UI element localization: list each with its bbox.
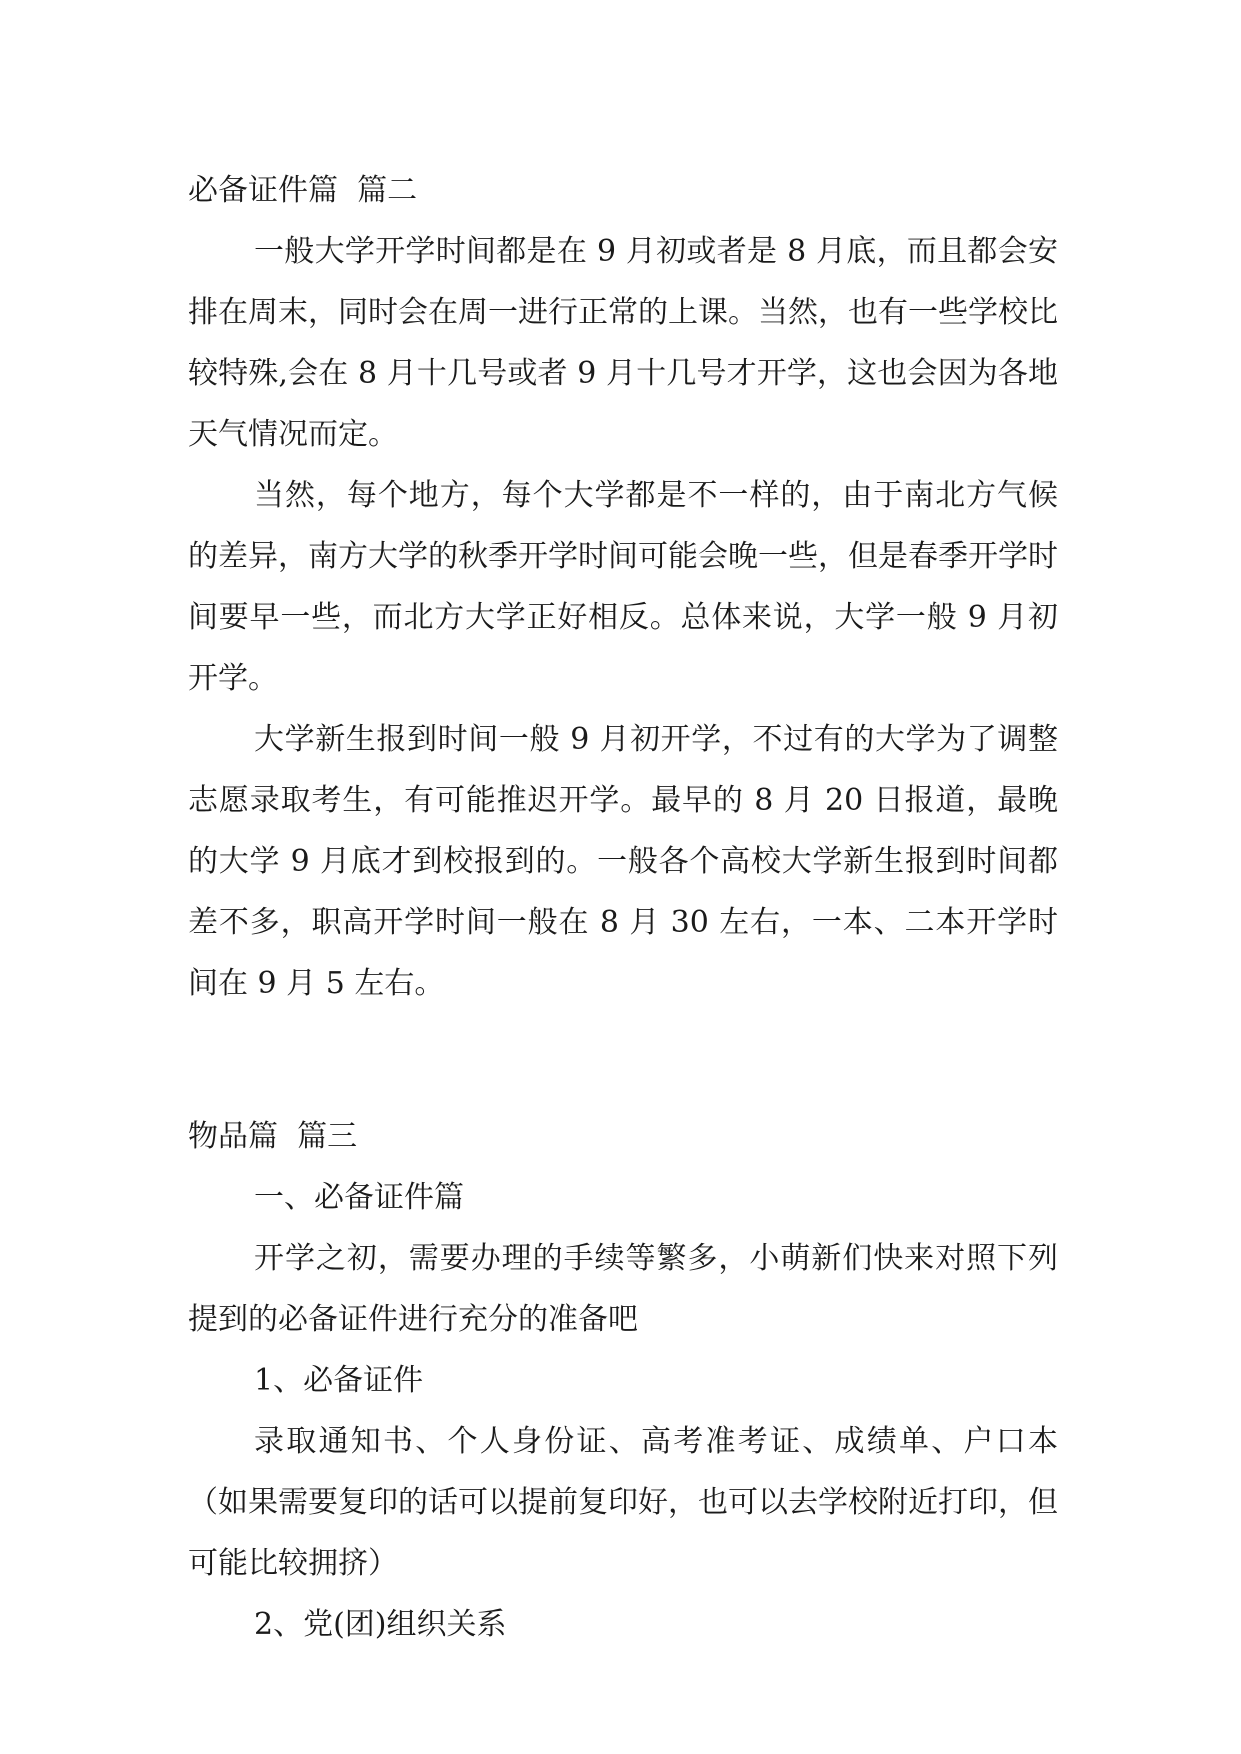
section-heading-part3: 物品篇 篇三	[188, 1119, 358, 1154]
paragraph: 开学之初，需要办理的手续等繁多，小萌新们快来对照下列提到的必备证件进行充分的准备吧	[188, 1241, 1058, 1337]
paragraph: 大学新生报到时间一般 9 月初开学，不过有的大学为了调整志愿录取考生，有可能推迟开学。最早的 8 月 20 日报道，最晚的大学 9 月底才到校报到的。一般各个高校大学新生报到时间都差不多，职高开学时间一般在 8 月 30 左右，一本、二本开学时间在 9 月 5 左右。	[188, 722, 1058, 1001]
paragraph: 录取通知书、个人身份证、高考准考证、成绩单、户口本（如果需要复印的话可以提前复印好，也可以去学校附近打印，但可能比较拥挤）	[188, 1424, 1058, 1581]
list-item-title: 1、必备证件	[254, 1363, 424, 1398]
section-heading-part2: 必备证件篇 篇二	[188, 173, 418, 208]
paragraph: 当然，每个地方，每个大学都是不一样的，由于南北方气候的差异，南方大学的秋季开学时间可能会晚一些，但是春季开学时间要早一些，而北方大学正好相反。总体来说，大学一般 9 月初开学。	[188, 478, 1058, 696]
section-spacer	[188, 1014, 1058, 1106]
list-item-title: 2、党(团)组织关系	[254, 1607, 507, 1642]
document-body	[188, 160, 1058, 1655]
paragraph: 一般大学开学时间都是在 9 月初或者是 8 月底，而且都会安排在周末，同时会在周一进行正常的上课。当然，也有一些学校比较特殊,会在 8 月十几号或者 9 月十几号才开学，这也会因为各地天气情况而定。	[188, 234, 1058, 452]
subheading: 一、必备证件篇	[254, 1180, 464, 1215]
